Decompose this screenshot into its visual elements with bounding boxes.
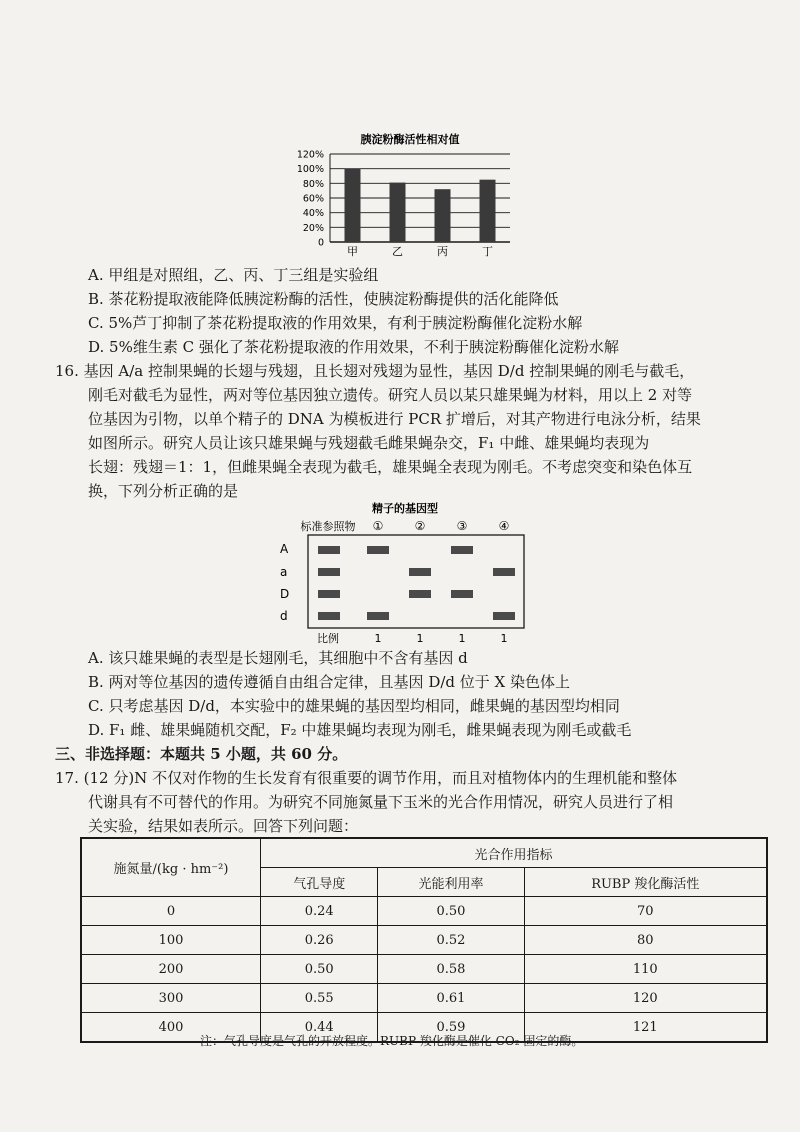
gel-band: [318, 612, 340, 620]
q16-option-d: D. F₁ 雌、雄果蝇随机交配，F₂ 中雄果蝇均表现为刚毛，雌果蝇表现为刚毛或截毛: [88, 721, 632, 739]
gel-band: [493, 568, 515, 576]
chart-ytick-label: 80%: [302, 178, 324, 190]
gel-band: [409, 568, 431, 576]
chart-bar: [435, 189, 451, 242]
q16-stem-line: 刚毛对截毛为显性，两对等位基因独立遗传。研究人员以某只雄果蝇为材料，用以上 2 对等: [88, 386, 693, 404]
q15-option-c: C. 5%芦丁抑制了茶花粉提取液的作用效果，有利于胰淀粉酶催化淀粉水解: [88, 314, 583, 332]
column-header: RUBP 羧化酶活性: [524, 868, 767, 897]
enzyme-activity-bar-chart: [280, 128, 520, 263]
gel-band: [318, 568, 340, 576]
gel-title: 精子的基因型: [372, 502, 438, 515]
gel-ratio-value: 1: [500, 632, 508, 645]
gel-row-label: D: [280, 587, 290, 601]
chart-ytick-label: 100%: [296, 164, 324, 176]
table-cell: 100: [81, 926, 261, 955]
chart-bar: [345, 169, 361, 242]
table-cell: 0.50: [378, 897, 524, 926]
q15-option-d: D. 5%维生素 C 强化了茶花粉提取液的作用效果，不利于胰淀粉酶催化淀粉水解: [88, 338, 619, 356]
gel-band: [451, 590, 473, 598]
q16-stem-line: 长翅：残翅＝1：1，但雌果蝇全表现为截毛，雄果蝇全表现为刚毛。不考虑突变和染色体互: [88, 458, 693, 476]
table-cell: 121: [524, 1013, 767, 1043]
gel-col-header: ③: [456, 519, 468, 533]
chart-xtick-label: 甲: [347, 245, 358, 258]
q16-option-b: B. 两对等位基因的遗传遵循自由组合定律，且基因 D/d 位于 X 染色体上: [88, 673, 570, 691]
table-cell: 70: [524, 897, 767, 926]
table-cell: 110: [524, 955, 767, 984]
q17-stem-line: 代谢具有不可替代的作用。为研究不同施氮量下玉米的光合作用情况，研究人员进行了相: [88, 793, 674, 811]
chart-bar: [480, 180, 496, 242]
chart-xtick-label: 丁: [482, 245, 493, 258]
gel-band: [493, 612, 515, 620]
q15-option-b: B. 茶花粉提取液能降低胰淀粉酶的活性，使胰淀粉酶提供的活化能降低: [88, 290, 559, 308]
q16-option-a: A. 该只雄果蝇的表型是长翅刚毛，其细胞中不含有基因 d: [88, 649, 468, 667]
table-cell: 0.61: [378, 984, 524, 1013]
gel-band: [318, 546, 340, 554]
gel-band: [318, 590, 340, 598]
table-cell: 0: [81, 897, 261, 926]
table-cell: 300: [81, 984, 261, 1013]
q17-stem-line: 17. (12 分)N 不仅对作物的生长发育有很重要的调节作用，而且对植物体内的生理机能和整体: [55, 769, 678, 787]
chart-bar: [390, 183, 406, 242]
table-cell: 0.44: [261, 1013, 378, 1043]
gel-band: [367, 612, 389, 620]
gel-row-label: a: [280, 565, 288, 579]
gel-col-header: ④: [498, 519, 510, 533]
group-header-cell: 光合作用指标: [261, 838, 768, 868]
q16-stem-line: 换，下列分析正确的是: [88, 482, 239, 500]
table-note: 注：气孔导度是气孔的开放程度。RUBP 羧化酶是催化 CO₂ 固定的酶。: [200, 1034, 584, 1048]
table-cell: 80: [524, 926, 767, 955]
table-cell: 200: [81, 955, 261, 984]
gel-row-label: A: [280, 542, 289, 556]
table-cell: 0.26: [261, 926, 378, 955]
table-cell: 0.59: [378, 1013, 524, 1043]
chart-ytick-label: 40%: [302, 208, 324, 220]
chart-xtick-label: 乙: [392, 245, 403, 258]
gel-ratio-value: 1: [458, 632, 466, 645]
table-cell: 0.24: [261, 897, 378, 926]
table-row: [81, 926, 767, 955]
chart-xtick-label: 丙: [437, 245, 448, 258]
gel-ratio-value: 1: [416, 632, 424, 645]
table-cell: 0.52: [378, 926, 524, 955]
gel-band: [451, 546, 473, 554]
q15-option-a: A. 甲组是对照组，乙、丙、丁三组是实验组: [88, 266, 379, 284]
table-cell: 0.50: [261, 955, 378, 984]
q16-option-c: C. 只考虑基因 D/d，本实验中的雄果蝇的基因型均相同，雌果蝇的基因型均相同: [88, 697, 620, 715]
gel-ratio-label: 比例: [317, 632, 339, 645]
q17-stem-line: 关实验，结果如表所示。回答下列问题：: [88, 817, 359, 835]
table-header-row: [81, 838, 767, 868]
table-row: [81, 955, 767, 984]
gel-band: [409, 590, 431, 598]
gel-frame: [308, 535, 524, 628]
section-heading: 三、非选择题：本题共 5 小题，共 60 分。: [55, 745, 348, 763]
gel-col-header: ②: [414, 519, 426, 533]
column-header: 气孔导度: [261, 868, 378, 897]
table-row: [81, 897, 767, 926]
table-cell: 0.58: [378, 955, 524, 984]
table-row: [81, 984, 767, 1013]
nitrogen-photosynthesis-table: [80, 837, 768, 1043]
gel-electrophoresis-figure: [270, 500, 530, 645]
gel-col-header: ①: [372, 519, 384, 533]
table-cell: 120: [524, 984, 767, 1013]
chart-ytick-label: 0: [317, 237, 324, 249]
chart-ytick-label: 20%: [302, 222, 324, 234]
row-header-cell: 施氮量/(kg · hm⁻²): [81, 838, 261, 897]
gel-ratio-value: 1: [374, 632, 382, 645]
gel-band: [367, 546, 389, 554]
chart-ytick-label: 120%: [296, 149, 324, 161]
column-header: 光能利用率: [378, 868, 524, 897]
q16-stem-line: 如图所示。研究人员让该只雄果蝇与残翅截毛雌果蝇杂交，F₁ 中雌、雄果蝇均表现为: [88, 434, 650, 452]
q16-stem-line: 16. 基因 A/a 控制果蝇的长翅与残翅，且长翅对残翅为显性，基因 D/d 控制果蝇的刚毛与截毛，: [55, 362, 695, 380]
gel-col-header: 标准参照物: [300, 520, 356, 533]
table-cell: 400: [81, 1013, 261, 1043]
chart-title: 胰淀粉酶活性相对值: [360, 133, 460, 146]
gel-row-label: d: [280, 609, 288, 623]
chart-ytick-label: 60%: [302, 193, 324, 205]
table-cell: 0.55: [261, 984, 378, 1013]
q16-stem-line: 位基因为引物，以单个精子的 DNA 为模板进行 PCR 扩增后，对其产物进行电泳分析，结果: [88, 410, 701, 428]
